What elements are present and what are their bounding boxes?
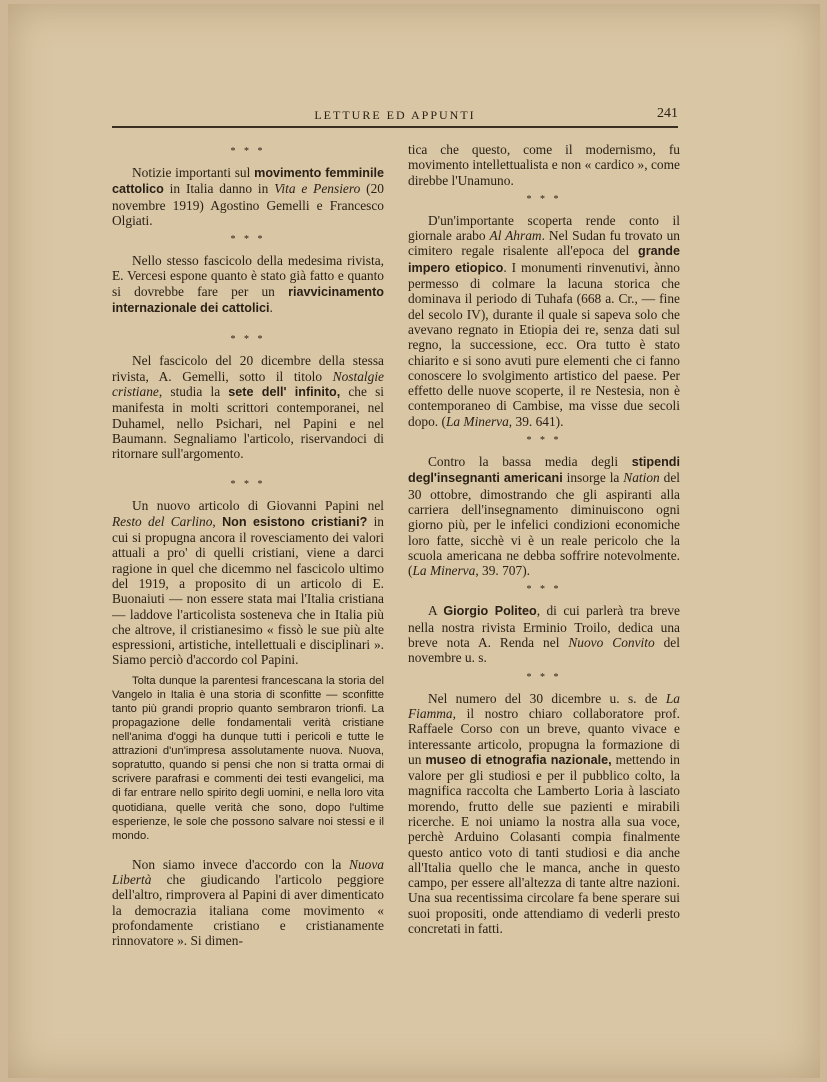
paragraph-papini: Un nuovo articolo di Giovanni Papini nel Resto del Carlino, Non esistono cristiani? in cui si propugna ancora il rovesciamento dei valori attuali a pro' di quelli cristiani, viene a darci ragione in quel che dicemmo nel fascicolo ultimo del 1919, a proposito di un articolo di E. Buonaiuti — non essere stata mai l'Italia cristiana — laddove l'articolista sosteneva che in Italia più che altrove, il cristianesimo « fissò le sue più alte espressioni, artistiche, intellettuali e disciplinari ». Siamo perciò d'accordo col Papini. [112,498,384,668]
section-separator: * * * [230,146,266,157]
paragraph-continuation: tica che questo, come il modernismo, fu movimento intellettualista e non « cardico », come direbbe l'Unamuno. [408,142,680,188]
section-separator: * * * [526,671,562,683]
section-separator: * * * [526,435,562,447]
section-separator: * * * [526,193,562,205]
left-column [112,142,384,955]
section-separator: * * * [230,334,266,346]
section-separator: * * * [526,584,562,596]
running-title: LETTURE ED APPUNTI [314,108,476,122]
header-rule [112,126,678,128]
paragraph-teachers: Contro la bassa media degli stipendi degl'insegnanti americani insorge la Nation del 30 ottobre, dimostrando che gli aspiranti alla carriera dell'insegnamento diminuiscono ogni giorno più, per le infelici condizioni economiche loro fatte, sicchè vi è un reale pericolo che la scuola americana ne debba soffrire notevolmente. (La Minerva, 39. 707). [408,454,680,579]
section-separator: * * * [230,479,266,491]
paragraph-vercesi: Nello stesso fascicolo della medesima rivista, E. Vercesi espone quanto è stato già fatto e quanto si dovrebbe fare per un riavvicinamento internazionale dei cattolici. [112,253,384,316]
paragraph-museum: Nel numero del 30 dicembre u. s. de La Fiamma, il nostro chiaro collaboratore prof. Raffaele Corso con un breve, quanto vivace e interessante articolo, propugna la formazione di un museo di etnografia nazionale, mettendo in valore per gli studiosi e per il pubblico colto, la magnifica raccolta che Lamberto Loria à lasciato morendo, frutto delle sue pazienti e mirabili ricerche. E noi uniamo la nostra alla sua voce, perchè Arduino Colasanti compia finalmente questo antico voto di tanti studiosi e dia anche all'Italia quello che le manca, anche in questo campo, per essere all'altezza di tante altre nazioni. Una sua recentissima circolare fa bene sperare sui suoi propositi, onde attendiamo di vederli presto concretati in fatti. [408,690,680,937]
page-number: 241 [657,106,678,121]
page-header [112,108,678,128]
paragraph-politeo: A Giorgio Politeo, di cui parlerà tra breve nella nostra rivista Erminio Troilo, dedica una breve nota A. Renda nel Nuovo Convito del novembre u. s. [408,603,680,666]
paragraph-gemelli: Nel fascicolo del 20 dicembre della stessa rivista, A. Gemelli, sotto il titolo Nostalgie cristiane, studia la sete dell' infinito, che si manifesta in molti scrittori contemporanei, nel Duhamel, nello Psichari, nel Papini e nel Baumann. Segnaliamo l'articolo, riservandoci di ritornare sull'argomento. [112,353,384,462]
paragraph-nuova-liberta: Non siamo invece d'accordo con la Nuova Libertà che giudicando l'articolo peggiore dell'altro, rimprovera al Papini di aver dimenticato la democrazia italiana come movimento « profondamente cristiano e cristianamente rinnovatore ». Si dimen- [112,856,384,949]
paragraph-ethiopia: D'un'importante scoperta rende conto il giornale arabo Al Ahram. Nel Sudan fu trovato un cimitero regale risalente all'epoca del grande impero etiopico. I monumenti rinvenutivi, ànno permesso di colmare la lacuna storica che dominava il periodo di Tuhafa (668 a. Cr., — fine del secolo IV), durante il quale si sapeva solo che avevano regnato in Etiopia dei re, senza dati sul regno, la successione, ecc. Ora tutto è stato chiarito e si sono avuti pure elementi che ci fanno conoscere lo svolgimento artistico del paese. Per effetto delle nuove scoperte, il re Nestesia, non è contemporaneo di Cambise, ma visse due secoli dopo. (La Minerva, 39. 641). [408,212,680,429]
right-column [408,142,680,942]
paragraph-women-movement: Notizie importanti sul movimento femminile cattolico in Italia danno in Vita e Pensiero (20 novembre 1919) Agostino Gemelli e Francesco Olgiati. [112,165,385,228]
section-separator: * * * [230,234,266,246]
block-quote: Tolta dunque la parentesi francescana la storia del Vangelo in Italia è una storia di sconfitte — sconfitte tanto più grandi proprio quanto sembraron trionfi. La propagazione delle fondamentali verità cristiane nell'anima d'oggi ha dunque tutti i pericoli e tutte le attrazioni d'un'impresa assolutamente nuova. Nuova, sopratutto, quando si pensi che non si tratta ormai di scrivere parafrasi e commenti dei testi evangelici, ma di far entrare nello spirito degli uomini, e nella loro vita quotidiana, quelle verità che sono, dopo l'ultime esperienze, le sole che possono salvare noi stessi e il mondo. [112,674,384,842]
